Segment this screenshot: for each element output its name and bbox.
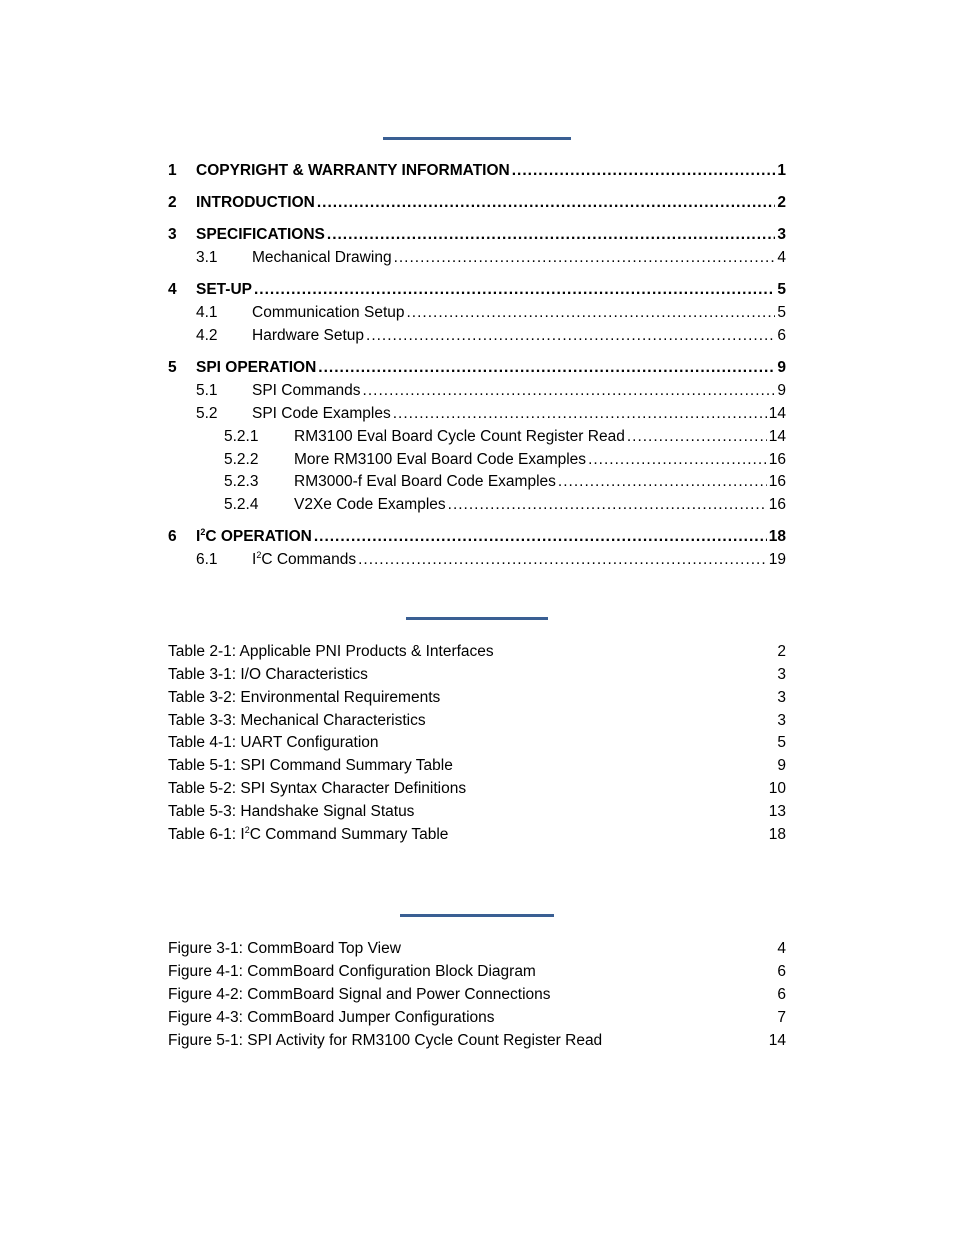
toc-entry-title: INTRODUCTION bbox=[196, 194, 315, 211]
table-list-entry[interactable] bbox=[168, 642, 786, 662]
figure-list-page-number: 6 bbox=[777, 986, 786, 1003]
figure-list-caption: Figure 4-2: CommBoard Signal and Power Connections bbox=[168, 986, 551, 1003]
toc-entry[interactable] bbox=[168, 280, 786, 300]
contents-heading-rule bbox=[383, 137, 571, 140]
toc-dot-leader bbox=[327, 225, 775, 245]
figure-list-page-number: 4 bbox=[777, 940, 786, 957]
table-list-caption: Table 3-2: Environmental Requirements bbox=[168, 689, 441, 706]
table-list-page-number: 13 bbox=[768, 803, 786, 820]
toc-entry-number: 3.1 bbox=[196, 249, 218, 266]
toc-entry-page-number: 2 bbox=[777, 194, 786, 211]
toc-entry-title: SPI OPERATION bbox=[196, 359, 317, 376]
toc-entry-number: 4 bbox=[168, 281, 177, 298]
figure-list-page-number: 14 bbox=[768, 1032, 786, 1049]
toc-dot-leader bbox=[448, 495, 767, 515]
table-list-page-number: 10 bbox=[768, 780, 786, 797]
toc-entry-title: Mechanical Drawing bbox=[252, 249, 392, 266]
toc-entry-leader-group bbox=[252, 303, 786, 323]
figure-list-caption: Figure 3-1: CommBoard Top View bbox=[168, 940, 401, 957]
toc-entry[interactable] bbox=[168, 161, 786, 181]
toc-entry-leader-group bbox=[294, 472, 786, 492]
toc-dot-leader bbox=[317, 193, 776, 213]
toc-entry-leader-group bbox=[294, 495, 786, 515]
table-list-page-number: 18 bbox=[768, 826, 786, 843]
toc-entry[interactable] bbox=[168, 550, 786, 570]
toc-entry-number: 6.1 bbox=[196, 551, 218, 568]
table-list-entry[interactable] bbox=[168, 711, 786, 731]
figure-list-page-number: 6 bbox=[777, 963, 786, 980]
tables-heading-rule bbox=[406, 617, 548, 620]
table-list-page-number: 9 bbox=[777, 757, 786, 774]
toc-dot-leader bbox=[627, 427, 767, 447]
toc-entry-page-number: 16 bbox=[768, 451, 786, 468]
toc-entry-page-number: 1 bbox=[777, 162, 786, 179]
toc-entry-title bbox=[252, 550, 356, 570]
toc-entry-leader-group bbox=[252, 248, 786, 268]
toc-entry-number: 5.2 bbox=[196, 405, 218, 422]
table-list-caption: Table 5-1: SPI Command Summary Table bbox=[168, 757, 453, 774]
table-list-entry[interactable] bbox=[168, 779, 786, 799]
toc-dot-leader bbox=[407, 303, 776, 323]
toc-entry-number: 5.2.2 bbox=[224, 451, 259, 468]
table-list-caption-superscript: 2 bbox=[244, 825, 250, 835]
toc-entry-title bbox=[196, 527, 312, 547]
figure-list-caption: Figure 4-1: CommBoard Configuration Block Diagram bbox=[168, 963, 536, 980]
toc-dot-leader bbox=[588, 450, 767, 470]
toc-dot-leader bbox=[394, 248, 776, 268]
toc-entry-title: SPI Commands bbox=[252, 382, 361, 399]
table-list-page-number: 3 bbox=[777, 712, 786, 729]
toc-entry-title: RM3100 Eval Board Cycle Count Register Read bbox=[294, 428, 625, 445]
toc-dot-leader bbox=[363, 381, 776, 401]
toc-entry[interactable] bbox=[168, 427, 786, 447]
toc-entry-number: 5.2.4 bbox=[224, 496, 259, 513]
toc-entry-leader-group bbox=[252, 550, 786, 570]
toc-entry-page-number: 3 bbox=[777, 226, 786, 243]
toc-entry-title: SPI Code Examples bbox=[252, 405, 391, 422]
toc-entry-number: 5.2.3 bbox=[224, 473, 259, 490]
figure-list-page-number: 7 bbox=[777, 1009, 786, 1026]
toc-entry-title-superscript: 2 bbox=[256, 550, 262, 560]
table-list-caption: Table 5-3: Handshake Signal Status bbox=[168, 803, 415, 820]
table-list-page-number: 3 bbox=[777, 666, 786, 683]
toc-entry-page-number: 6 bbox=[777, 327, 786, 344]
table-list-caption: Table 2-1: Applicable PNI Products & Interfaces bbox=[168, 643, 494, 660]
figure-list-caption: Figure 5-1: SPI Activity for RM3100 Cycle Count Register Read bbox=[168, 1032, 603, 1049]
toc-entry-page-number: 16 bbox=[768, 473, 786, 490]
toc-entry[interactable] bbox=[168, 225, 786, 245]
toc-entry-leader-group bbox=[252, 381, 786, 401]
toc-entry-leader-group bbox=[252, 326, 786, 346]
toc-entry-page-number: 16 bbox=[768, 496, 786, 513]
toc-dot-leader bbox=[558, 472, 767, 492]
toc-entry-number: 2 bbox=[168, 194, 177, 211]
table-list-caption: Table 3-3: Mechanical Characteristics bbox=[168, 712, 426, 729]
toc-entry-number: 1 bbox=[168, 162, 177, 179]
toc-entry-number: 6 bbox=[168, 528, 177, 545]
toc-entry-title: More RM3100 Eval Board Code Examples bbox=[294, 451, 587, 468]
table-list-entry[interactable] bbox=[168, 665, 786, 685]
toc-entry-title: Hardware Setup bbox=[252, 327, 365, 344]
toc-dot-leader bbox=[358, 550, 767, 570]
figure-list-entry[interactable] bbox=[168, 1031, 786, 1051]
figure-list-entry[interactable] bbox=[168, 1008, 786, 1028]
toc-entry-page-number: 5 bbox=[777, 281, 786, 298]
toc-entry-page-number: 4 bbox=[777, 249, 786, 266]
toc-entry[interactable] bbox=[168, 303, 786, 323]
toc-entry-title: V2Xe Code Examples bbox=[294, 496, 446, 513]
toc-entry-leader-group bbox=[196, 527, 786, 547]
toc-entry-leader-group bbox=[252, 404, 786, 424]
toc-entry-title: SET-UP bbox=[196, 281, 252, 298]
toc-entry[interactable] bbox=[168, 193, 786, 213]
toc-entry-page-number: 14 bbox=[768, 428, 786, 445]
figure-list-entry[interactable] bbox=[168, 985, 786, 1005]
toc-entry-title: Communication Setup bbox=[252, 304, 405, 321]
figure-list-entry[interactable] bbox=[168, 939, 786, 959]
toc-entry-leader-group bbox=[196, 225, 786, 245]
toc-dot-leader bbox=[512, 161, 776, 181]
table-list-page-number: 3 bbox=[777, 689, 786, 706]
toc-entry[interactable] bbox=[168, 358, 786, 378]
toc-entry-leader-group bbox=[294, 427, 786, 447]
toc-entry-page-number: 5 bbox=[777, 304, 786, 321]
toc-entry-title-prefix: I bbox=[252, 551, 257, 568]
table-list-entry[interactable] bbox=[168, 756, 786, 776]
toc-entry[interactable] bbox=[168, 527, 786, 547]
table-list-page-number: 2 bbox=[777, 643, 786, 660]
toc-entry[interactable] bbox=[168, 495, 786, 515]
toc-dot-leader bbox=[254, 280, 775, 300]
toc-entry-leader-group bbox=[196, 358, 786, 378]
toc-entry[interactable] bbox=[168, 450, 786, 470]
toc-entry-number: 5.2.1 bbox=[224, 428, 259, 445]
toc-entry-number: 5 bbox=[168, 359, 177, 376]
toc-entry-page-number: 9 bbox=[777, 382, 786, 399]
table-list-entry[interactable] bbox=[168, 825, 786, 845]
table-list-entry[interactable] bbox=[168, 733, 786, 753]
figure-list-entry[interactable] bbox=[168, 962, 786, 982]
table-list-caption-prefix: Table 6-1: I bbox=[168, 826, 245, 843]
toc-entry-title-text: C Commands bbox=[261, 551, 357, 568]
toc-dot-leader bbox=[393, 404, 767, 424]
toc-entry-leader-group bbox=[196, 161, 786, 181]
table-list-entry[interactable] bbox=[168, 802, 786, 822]
toc-entry-page-number: 9 bbox=[777, 359, 786, 376]
toc-entry-title-superscript: 2 bbox=[200, 527, 206, 537]
toc-entry-title: RM3000-f Eval Board Code Examples bbox=[294, 473, 556, 490]
toc-entry-title: COPYRIGHT & WARRANTY INFORMATION bbox=[196, 162, 510, 179]
toc-entry-page-number: 14 bbox=[768, 405, 786, 422]
toc-entry-leader-group bbox=[196, 193, 786, 213]
table-list-caption: Table 4-1: UART Configuration bbox=[168, 734, 379, 751]
toc-entry[interactable] bbox=[168, 248, 786, 268]
toc-entry-number: 4.1 bbox=[196, 304, 218, 321]
table-list-caption-text: C Command Summary Table bbox=[249, 826, 449, 843]
toc-entry-leader-group bbox=[294, 450, 786, 470]
toc-entry-title: SPECIFICATIONS bbox=[196, 226, 325, 243]
table-list-caption: Table 5-2: SPI Syntax Character Definitions bbox=[168, 780, 467, 797]
table-list-caption: Table 3-1: I/O Characteristics bbox=[168, 666, 368, 683]
toc-entry-number: 5.1 bbox=[196, 382, 218, 399]
table-list-caption bbox=[168, 825, 448, 845]
toc-dot-leader bbox=[318, 358, 775, 378]
toc-dot-leader bbox=[314, 527, 767, 547]
table-list-page-number: 5 bbox=[777, 734, 786, 751]
toc-entry[interactable] bbox=[168, 404, 786, 424]
toc-entry-page-number: 19 bbox=[768, 551, 786, 568]
figure-list-caption: Figure 4-3: CommBoard Jumper Configurations bbox=[168, 1009, 495, 1026]
toc-entry[interactable] bbox=[168, 381, 786, 401]
toc-entry[interactable] bbox=[168, 472, 786, 492]
toc-entry-number: 3 bbox=[168, 226, 177, 243]
toc-entry-number: 4.2 bbox=[196, 327, 218, 344]
figures-heading-rule bbox=[400, 914, 554, 917]
toc-entry-leader-group bbox=[196, 280, 786, 300]
toc-entry-title-text: C OPERATION bbox=[205, 528, 312, 545]
toc-dot-leader bbox=[366, 326, 775, 346]
toc-entry[interactable] bbox=[168, 326, 786, 346]
toc-entry-title-prefix: I bbox=[196, 528, 201, 545]
table-list-entry[interactable] bbox=[168, 688, 786, 708]
toc-entry-page-number: 18 bbox=[768, 528, 786, 545]
